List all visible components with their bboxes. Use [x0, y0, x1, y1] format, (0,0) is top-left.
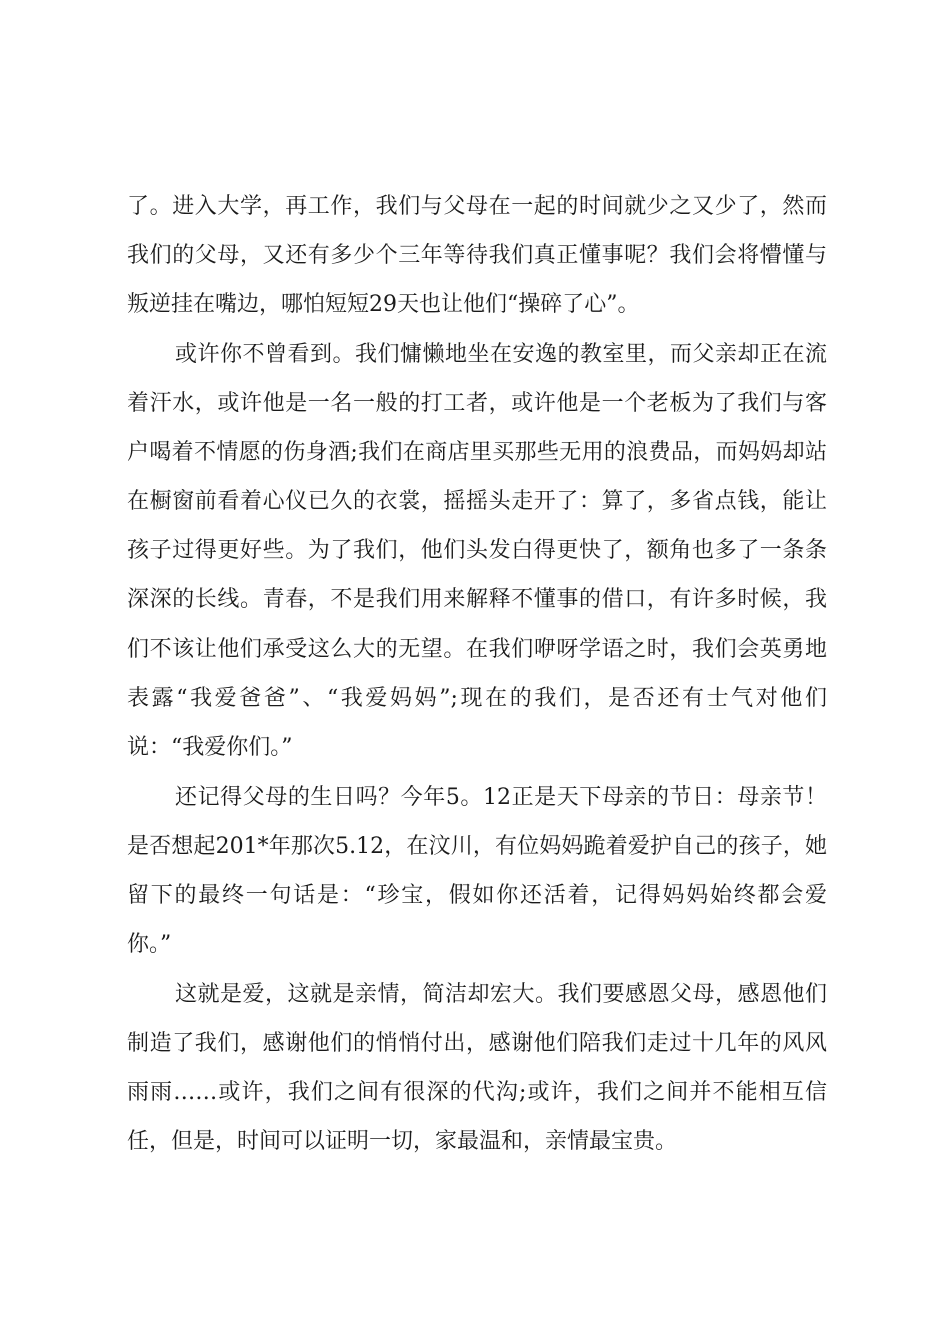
- text-line: 还记得父母的生日吗？今年5。12正是天下母亲的节日：母亲节！: [175, 785, 827, 810]
- text-line: 说：“我爱你们。”: [127, 735, 293, 760]
- text-line: 这就是爱，这就是亲情，简洁却宏大。我们要感恩父母，感恩他们: [175, 982, 827, 1007]
- text-line: 制造了我们，感谢他们的悄悄付出，感谢他们陪我们走过十几年的风风: [127, 1031, 827, 1056]
- text-line: 是否想起201*年那次5.12，在汶川，有位妈妈跪着爱护自己的孩子，她: [127, 834, 827, 859]
- text-line: 叛逆挂在嘴边，哪怕短短29天也让他们“操碎了心”。: [127, 292, 640, 317]
- text-line: 们不该让他们承受这么大的无望。在我们咿呀学语之时，我们会英勇地: [127, 637, 827, 662]
- text-line: 了。进入大学，再工作，我们与父母在一起的时间就少之又少了，然而: [127, 194, 827, 219]
- text-line: 你。”: [127, 932, 172, 957]
- text-line: 户喝着不情愿的伤身酒;我们在商店里买那些无用的浪费品，而妈妈却站: [127, 440, 827, 465]
- text-line: 任，但是，时间可以证明一切，家最温和，亲情最宝贵。: [127, 1129, 678, 1154]
- text-line: 我们的父母，又还有多少个三年等待我们真正懂事呢？我们会将懵懂与: [127, 243, 827, 268]
- text-line: 孩子过得更好些。为了我们，他们头发白得更快了，额角也多了一条条: [127, 538, 827, 563]
- text-line: 雨雨……或许，我们之间有很深的代沟;或许，我们之间并不能相互信: [127, 1080, 827, 1105]
- text-line: 表露“我爱爸爸”、“我爱妈妈”;现在的我们，是否还有士气对他们: [127, 686, 827, 711]
- text-line: 在橱窗前看着心仪已久的衣裳，摇摇头走开了：算了，多省点钱，能让: [127, 489, 827, 514]
- text-line: 或许你不曾看到。我们慵懒地坐在安逸的教室里，而父亲却正在流: [175, 342, 827, 367]
- text-line: 着汗水，或许他是一名一般的打工者，或许他是一个老板为了我们与客: [127, 391, 827, 416]
- text-line: 留下的最终一句话是：“珍宝，假如你还活着，记得妈妈始终都会爱: [127, 883, 827, 908]
- text-line: 深深的长线。青春，不是我们用来解释不懂事的借口，有许多时候，我: [127, 587, 827, 612]
